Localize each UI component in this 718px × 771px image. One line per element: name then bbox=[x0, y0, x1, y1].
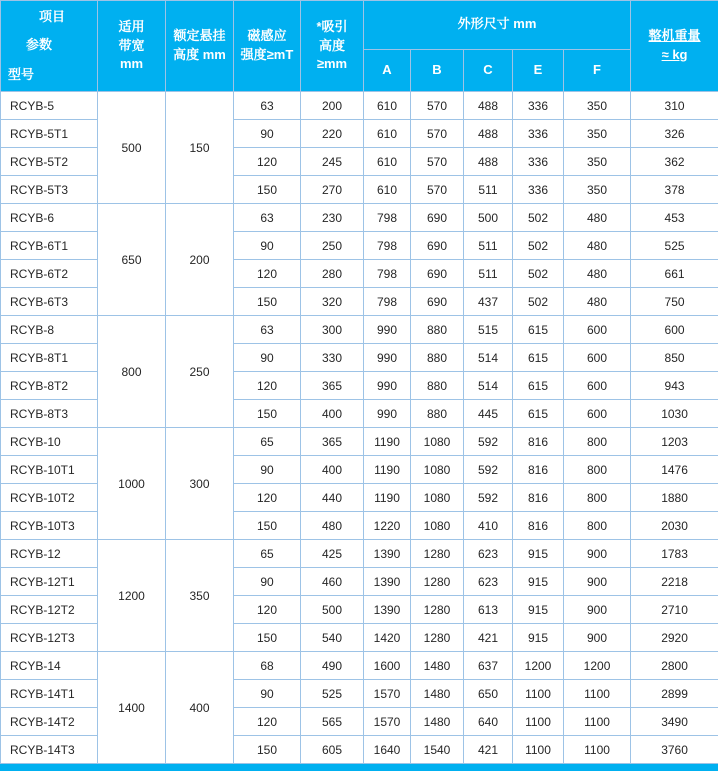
attract-height-cell: 300 bbox=[301, 316, 364, 344]
model-cell: RCYB-12 bbox=[1, 540, 98, 568]
dim-e-cell: 336 bbox=[513, 120, 564, 148]
attract-height-cell: 230 bbox=[301, 204, 364, 232]
model-cell: RCYB-12T1 bbox=[1, 568, 98, 596]
dim-c-cell: 592 bbox=[464, 456, 513, 484]
attract-height-cell: 365 bbox=[301, 372, 364, 400]
weight-cell: 1880 bbox=[631, 484, 718, 512]
dim-a-cell: 798 bbox=[364, 288, 411, 316]
corner-label-parameter: 参数 bbox=[26, 36, 52, 55]
dim-c-cell: 640 bbox=[464, 708, 513, 736]
magnetic-induction-cell: 68 bbox=[234, 652, 301, 680]
dim-e-cell: 915 bbox=[513, 624, 564, 652]
table-row bbox=[1, 540, 718, 568]
weight-cell: 1476 bbox=[631, 456, 718, 484]
dim-e-cell: 336 bbox=[513, 176, 564, 204]
header-bandwidth: 适用 带宽 mm bbox=[98, 1, 166, 92]
magnetic-induction-cell: 150 bbox=[234, 176, 301, 204]
dim-f-cell: 1100 bbox=[564, 680, 631, 708]
dim-e-cell: 502 bbox=[513, 260, 564, 288]
dim-e-cell: 1100 bbox=[513, 736, 564, 764]
corner-label-model: 型号 bbox=[8, 66, 34, 85]
dim-f-cell: 350 bbox=[564, 120, 631, 148]
dim-a-cell: 610 bbox=[364, 148, 411, 176]
dim-f-cell: 900 bbox=[564, 596, 631, 624]
dim-e-cell: 1100 bbox=[513, 708, 564, 736]
dim-f-cell: 800 bbox=[564, 428, 631, 456]
attract-height-cell: 245 bbox=[301, 148, 364, 176]
dim-c-cell: 488 bbox=[464, 120, 513, 148]
dim-c-cell: 623 bbox=[464, 568, 513, 596]
weight-cell: 850 bbox=[631, 344, 718, 372]
magnetic-induction-cell: 63 bbox=[234, 92, 301, 120]
dim-a-cell: 1640 bbox=[364, 736, 411, 764]
dim-a-cell: 1390 bbox=[364, 568, 411, 596]
dim-c-cell: 511 bbox=[464, 176, 513, 204]
dim-b-cell: 1540 bbox=[411, 736, 464, 764]
dim-b-cell: 880 bbox=[411, 372, 464, 400]
weight-cell: 2710 bbox=[631, 596, 718, 624]
dim-f-cell: 600 bbox=[564, 344, 631, 372]
dim-b-cell: 1280 bbox=[411, 596, 464, 624]
dim-b-cell: 1080 bbox=[411, 512, 464, 540]
model-cell: RCYB-14T3 bbox=[1, 736, 98, 764]
dim-b-cell: 570 bbox=[411, 92, 464, 120]
attract-height-cell: 480 bbox=[301, 512, 364, 540]
dim-a-cell: 1190 bbox=[364, 484, 411, 512]
dim-e-cell: 816 bbox=[513, 428, 564, 456]
dim-c-cell: 637 bbox=[464, 652, 513, 680]
dim-c-cell: 592 bbox=[464, 428, 513, 456]
weight-cell: 3760 bbox=[631, 736, 718, 764]
weight-cell: 326 bbox=[631, 120, 718, 148]
weight-cell: 525 bbox=[631, 232, 718, 260]
dim-b-cell: 570 bbox=[411, 120, 464, 148]
magnetic-induction-cell: 120 bbox=[234, 596, 301, 624]
weight-cell: 600 bbox=[631, 316, 718, 344]
dim-a-cell: 990 bbox=[364, 344, 411, 372]
model-cell: RCYB-5T1 bbox=[1, 120, 98, 148]
attract-height-cell: 605 bbox=[301, 736, 364, 764]
dim-e-cell: 915 bbox=[513, 568, 564, 596]
dim-c-cell: 488 bbox=[464, 148, 513, 176]
attract-height-cell: 500 bbox=[301, 596, 364, 624]
magnetic-induction-cell: 63 bbox=[234, 316, 301, 344]
magnetic-induction-cell: 150 bbox=[234, 288, 301, 316]
magnetic-induction-cell: 63 bbox=[234, 204, 301, 232]
dim-a-cell: 610 bbox=[364, 120, 411, 148]
header-magnetic-induction: 磁感应 强度≥mT bbox=[234, 1, 301, 92]
attract-height-cell: 400 bbox=[301, 456, 364, 484]
suspension-height-cell: 350 bbox=[166, 540, 234, 652]
weight-cell: 2800 bbox=[631, 652, 718, 680]
model-cell: RCYB-10T1 bbox=[1, 456, 98, 484]
dim-c-cell: 437 bbox=[464, 288, 513, 316]
dim-e-cell: 502 bbox=[513, 204, 564, 232]
dim-b-cell: 690 bbox=[411, 204, 464, 232]
dim-f-cell: 1100 bbox=[564, 736, 631, 764]
weight-cell: 2899 bbox=[631, 680, 718, 708]
dim-b-cell: 880 bbox=[411, 400, 464, 428]
model-cell: RCYB-14T1 bbox=[1, 680, 98, 708]
attract-height-cell: 565 bbox=[301, 708, 364, 736]
dim-c-cell: 511 bbox=[464, 232, 513, 260]
dim-e-cell: 336 bbox=[513, 92, 564, 120]
header-suspension-height: 额定悬挂 高度 mm bbox=[166, 1, 234, 92]
magnetic-induction-cell: 120 bbox=[234, 708, 301, 736]
dim-c-cell: 613 bbox=[464, 596, 513, 624]
dim-f-cell: 800 bbox=[564, 512, 631, 540]
dim-a-cell: 1570 bbox=[364, 708, 411, 736]
model-cell: RCYB-10 bbox=[1, 428, 98, 456]
attract-height-cell: 540 bbox=[301, 624, 364, 652]
dim-a-cell: 1600 bbox=[364, 652, 411, 680]
magnetic-induction-cell: 90 bbox=[234, 120, 301, 148]
weight-cell: 2030 bbox=[631, 512, 718, 540]
dim-e-cell: 502 bbox=[513, 232, 564, 260]
dim-f-cell: 1200 bbox=[564, 652, 631, 680]
dim-b-cell: 1480 bbox=[411, 652, 464, 680]
model-cell: RCYB-12T2 bbox=[1, 596, 98, 624]
dim-c-cell: 511 bbox=[464, 260, 513, 288]
dim-e-cell: 502 bbox=[513, 288, 564, 316]
dim-e-cell: 1100 bbox=[513, 680, 564, 708]
table-header bbox=[1, 1, 718, 92]
magnetic-induction-cell: 150 bbox=[234, 736, 301, 764]
magnetic-induction-cell: 90 bbox=[234, 344, 301, 372]
bandwidth-cell: 800 bbox=[98, 316, 166, 428]
dim-b-cell: 1080 bbox=[411, 428, 464, 456]
model-cell: RCYB-14 bbox=[1, 652, 98, 680]
dim-b-cell: 570 bbox=[411, 148, 464, 176]
suspension-height-cell: 250 bbox=[166, 316, 234, 428]
attract-height-cell: 460 bbox=[301, 568, 364, 596]
dim-c-cell: 650 bbox=[464, 680, 513, 708]
dim-a-cell: 1420 bbox=[364, 624, 411, 652]
weight-cell: 453 bbox=[631, 204, 718, 232]
weight-cell: 1783 bbox=[631, 540, 718, 568]
dim-e-cell: 615 bbox=[513, 344, 564, 372]
model-cell: RCYB-8T2 bbox=[1, 372, 98, 400]
dim-b-cell: 880 bbox=[411, 316, 464, 344]
attract-height-cell: 425 bbox=[301, 540, 364, 568]
bandwidth-cell: 1400 bbox=[98, 652, 166, 764]
dim-f-cell: 600 bbox=[564, 400, 631, 428]
model-cell: RCYB-8T3 bbox=[1, 400, 98, 428]
dim-b-cell: 1080 bbox=[411, 484, 464, 512]
suspension-height-cell: 150 bbox=[166, 92, 234, 204]
dim-f-cell: 480 bbox=[564, 232, 631, 260]
dim-b-cell: 690 bbox=[411, 232, 464, 260]
dim-f-cell: 480 bbox=[564, 204, 631, 232]
dim-a-cell: 1190 bbox=[364, 456, 411, 484]
dim-c-cell: 514 bbox=[464, 344, 513, 372]
dim-a-cell: 798 bbox=[364, 232, 411, 260]
table-body bbox=[1, 92, 718, 764]
dim-b-cell: 1080 bbox=[411, 456, 464, 484]
bandwidth-cell: 650 bbox=[98, 204, 166, 316]
attract-height-cell: 220 bbox=[301, 120, 364, 148]
attract-height-cell: 200 bbox=[301, 92, 364, 120]
dim-e-cell: 816 bbox=[513, 484, 564, 512]
header-dim-f: F bbox=[564, 49, 631, 91]
bandwidth-cell: 500 bbox=[98, 92, 166, 204]
model-cell: RCYB-6T3 bbox=[1, 288, 98, 316]
suspension-height-cell: 200 bbox=[166, 204, 234, 316]
model-cell: RCYB-6T1 bbox=[1, 232, 98, 260]
model-cell: RCYB-8 bbox=[1, 316, 98, 344]
weight-cell: 661 bbox=[631, 260, 718, 288]
dim-a-cell: 990 bbox=[364, 372, 411, 400]
dim-c-cell: 445 bbox=[464, 400, 513, 428]
dim-a-cell: 610 bbox=[364, 92, 411, 120]
dim-a-cell: 798 bbox=[364, 260, 411, 288]
model-cell: RCYB-10T3 bbox=[1, 512, 98, 540]
attract-height-cell: 400 bbox=[301, 400, 364, 428]
model-cell: RCYB-6 bbox=[1, 204, 98, 232]
dim-f-cell: 900 bbox=[564, 568, 631, 596]
corner-label-item: 项目 bbox=[39, 8, 65, 27]
dim-e-cell: 816 bbox=[513, 512, 564, 540]
attract-height-cell: 440 bbox=[301, 484, 364, 512]
attract-height-cell: 270 bbox=[301, 176, 364, 204]
dim-a-cell: 990 bbox=[364, 316, 411, 344]
dim-c-cell: 500 bbox=[464, 204, 513, 232]
dim-a-cell: 1220 bbox=[364, 512, 411, 540]
model-cell: RCYB-5T3 bbox=[1, 176, 98, 204]
model-cell: RCYB-5 bbox=[1, 92, 98, 120]
magnetic-induction-cell: 120 bbox=[234, 260, 301, 288]
dim-f-cell: 480 bbox=[564, 288, 631, 316]
dim-b-cell: 1480 bbox=[411, 680, 464, 708]
weight-cell: 750 bbox=[631, 288, 718, 316]
dim-a-cell: 1570 bbox=[364, 680, 411, 708]
attract-height-cell: 365 bbox=[301, 428, 364, 456]
magnetic-induction-cell: 90 bbox=[234, 232, 301, 260]
dim-c-cell: 592 bbox=[464, 484, 513, 512]
weight-cell: 310 bbox=[631, 92, 718, 120]
dim-a-cell: 990 bbox=[364, 400, 411, 428]
dim-c-cell: 623 bbox=[464, 540, 513, 568]
table-row bbox=[1, 204, 718, 232]
model-cell: RCYB-8T1 bbox=[1, 344, 98, 372]
attract-height-cell: 490 bbox=[301, 652, 364, 680]
header-dim-c: C bbox=[464, 49, 513, 91]
magnetic-induction-cell: 65 bbox=[234, 540, 301, 568]
table-row bbox=[1, 652, 718, 680]
weight-cell: 943 bbox=[631, 372, 718, 400]
model-cell: RCYB-12T3 bbox=[1, 624, 98, 652]
dim-b-cell: 570 bbox=[411, 176, 464, 204]
header-dim-a: A bbox=[364, 49, 411, 91]
header-attract-height: *吸引 高度 ≥mm bbox=[301, 1, 364, 92]
weight-cell: 1203 bbox=[631, 428, 718, 456]
dim-b-cell: 880 bbox=[411, 344, 464, 372]
dim-c-cell: 488 bbox=[464, 92, 513, 120]
dim-e-cell: 915 bbox=[513, 596, 564, 624]
dim-c-cell: 421 bbox=[464, 736, 513, 764]
attract-height-cell: 250 bbox=[301, 232, 364, 260]
table-bottom-bar bbox=[0, 764, 718, 771]
dim-a-cell: 1190 bbox=[364, 428, 411, 456]
magnetic-induction-cell: 65 bbox=[234, 428, 301, 456]
dim-c-cell: 514 bbox=[464, 372, 513, 400]
dim-f-cell: 350 bbox=[564, 148, 631, 176]
header-total-weight: 整机重量 ≈ kg bbox=[631, 1, 718, 92]
model-cell: RCYB-14T2 bbox=[1, 708, 98, 736]
weight-cell: 378 bbox=[631, 176, 718, 204]
corner-diagonal-labels bbox=[1, 1, 97, 91]
magnetic-induction-cell: 120 bbox=[234, 148, 301, 176]
table-row bbox=[1, 316, 718, 344]
dim-c-cell: 515 bbox=[464, 316, 513, 344]
weight-cell: 2218 bbox=[631, 568, 718, 596]
suspension-height-cell: 300 bbox=[166, 428, 234, 540]
dim-b-cell: 1280 bbox=[411, 624, 464, 652]
bandwidth-cell: 1000 bbox=[98, 428, 166, 540]
magnetic-induction-cell: 120 bbox=[234, 484, 301, 512]
dim-f-cell: 900 bbox=[564, 540, 631, 568]
dim-e-cell: 915 bbox=[513, 540, 564, 568]
dim-a-cell: 1390 bbox=[364, 540, 411, 568]
dim-f-cell: 900 bbox=[564, 624, 631, 652]
weight-cell: 362 bbox=[631, 148, 718, 176]
dim-a-cell: 798 bbox=[364, 204, 411, 232]
dim-f-cell: 800 bbox=[564, 456, 631, 484]
dim-b-cell: 1280 bbox=[411, 568, 464, 596]
dim-c-cell: 410 bbox=[464, 512, 513, 540]
dim-b-cell: 1480 bbox=[411, 708, 464, 736]
weight-cell: 1030 bbox=[631, 400, 718, 428]
dim-f-cell: 800 bbox=[564, 484, 631, 512]
dim-f-cell: 600 bbox=[564, 372, 631, 400]
attract-height-cell: 525 bbox=[301, 680, 364, 708]
dim-f-cell: 600 bbox=[564, 316, 631, 344]
magnetic-induction-cell: 90 bbox=[234, 456, 301, 484]
bandwidth-cell: 1200 bbox=[98, 540, 166, 652]
header-dim-b: B bbox=[411, 49, 464, 91]
dim-f-cell: 350 bbox=[564, 92, 631, 120]
dim-f-cell: 1100 bbox=[564, 708, 631, 736]
model-cell: RCYB-10T2 bbox=[1, 484, 98, 512]
dim-e-cell: 1200 bbox=[513, 652, 564, 680]
dim-e-cell: 615 bbox=[513, 372, 564, 400]
table-row bbox=[1, 92, 718, 120]
header-dim-e: E bbox=[513, 49, 564, 91]
magnetic-induction-cell: 90 bbox=[234, 568, 301, 596]
model-cell: RCYB-5T2 bbox=[1, 148, 98, 176]
dim-e-cell: 615 bbox=[513, 400, 564, 428]
attract-height-cell: 320 bbox=[301, 288, 364, 316]
magnetic-induction-cell: 150 bbox=[234, 512, 301, 540]
table-row bbox=[1, 428, 718, 456]
dim-f-cell: 350 bbox=[564, 176, 631, 204]
attract-height-cell: 330 bbox=[301, 344, 364, 372]
weight-cell: 2920 bbox=[631, 624, 718, 652]
dim-b-cell: 690 bbox=[411, 260, 464, 288]
suspension-height-cell: 400 bbox=[166, 652, 234, 764]
dim-a-cell: 610 bbox=[364, 176, 411, 204]
magnetic-induction-cell: 150 bbox=[234, 624, 301, 652]
attract-height-cell: 280 bbox=[301, 260, 364, 288]
dim-e-cell: 615 bbox=[513, 316, 564, 344]
dim-a-cell: 1390 bbox=[364, 596, 411, 624]
magnetic-induction-cell: 120 bbox=[234, 372, 301, 400]
dim-b-cell: 690 bbox=[411, 288, 464, 316]
dim-c-cell: 421 bbox=[464, 624, 513, 652]
magnetic-induction-cell: 90 bbox=[234, 680, 301, 708]
model-cell: RCYB-6T2 bbox=[1, 260, 98, 288]
dim-b-cell: 1280 bbox=[411, 540, 464, 568]
dim-e-cell: 336 bbox=[513, 148, 564, 176]
magnetic-induction-cell: 150 bbox=[234, 400, 301, 428]
corner-header-cell bbox=[1, 1, 98, 92]
header-outline-dimensions: 外形尺寸 mm bbox=[364, 1, 631, 50]
dim-f-cell: 480 bbox=[564, 260, 631, 288]
dim-e-cell: 816 bbox=[513, 456, 564, 484]
weight-cell: 3490 bbox=[631, 708, 718, 736]
